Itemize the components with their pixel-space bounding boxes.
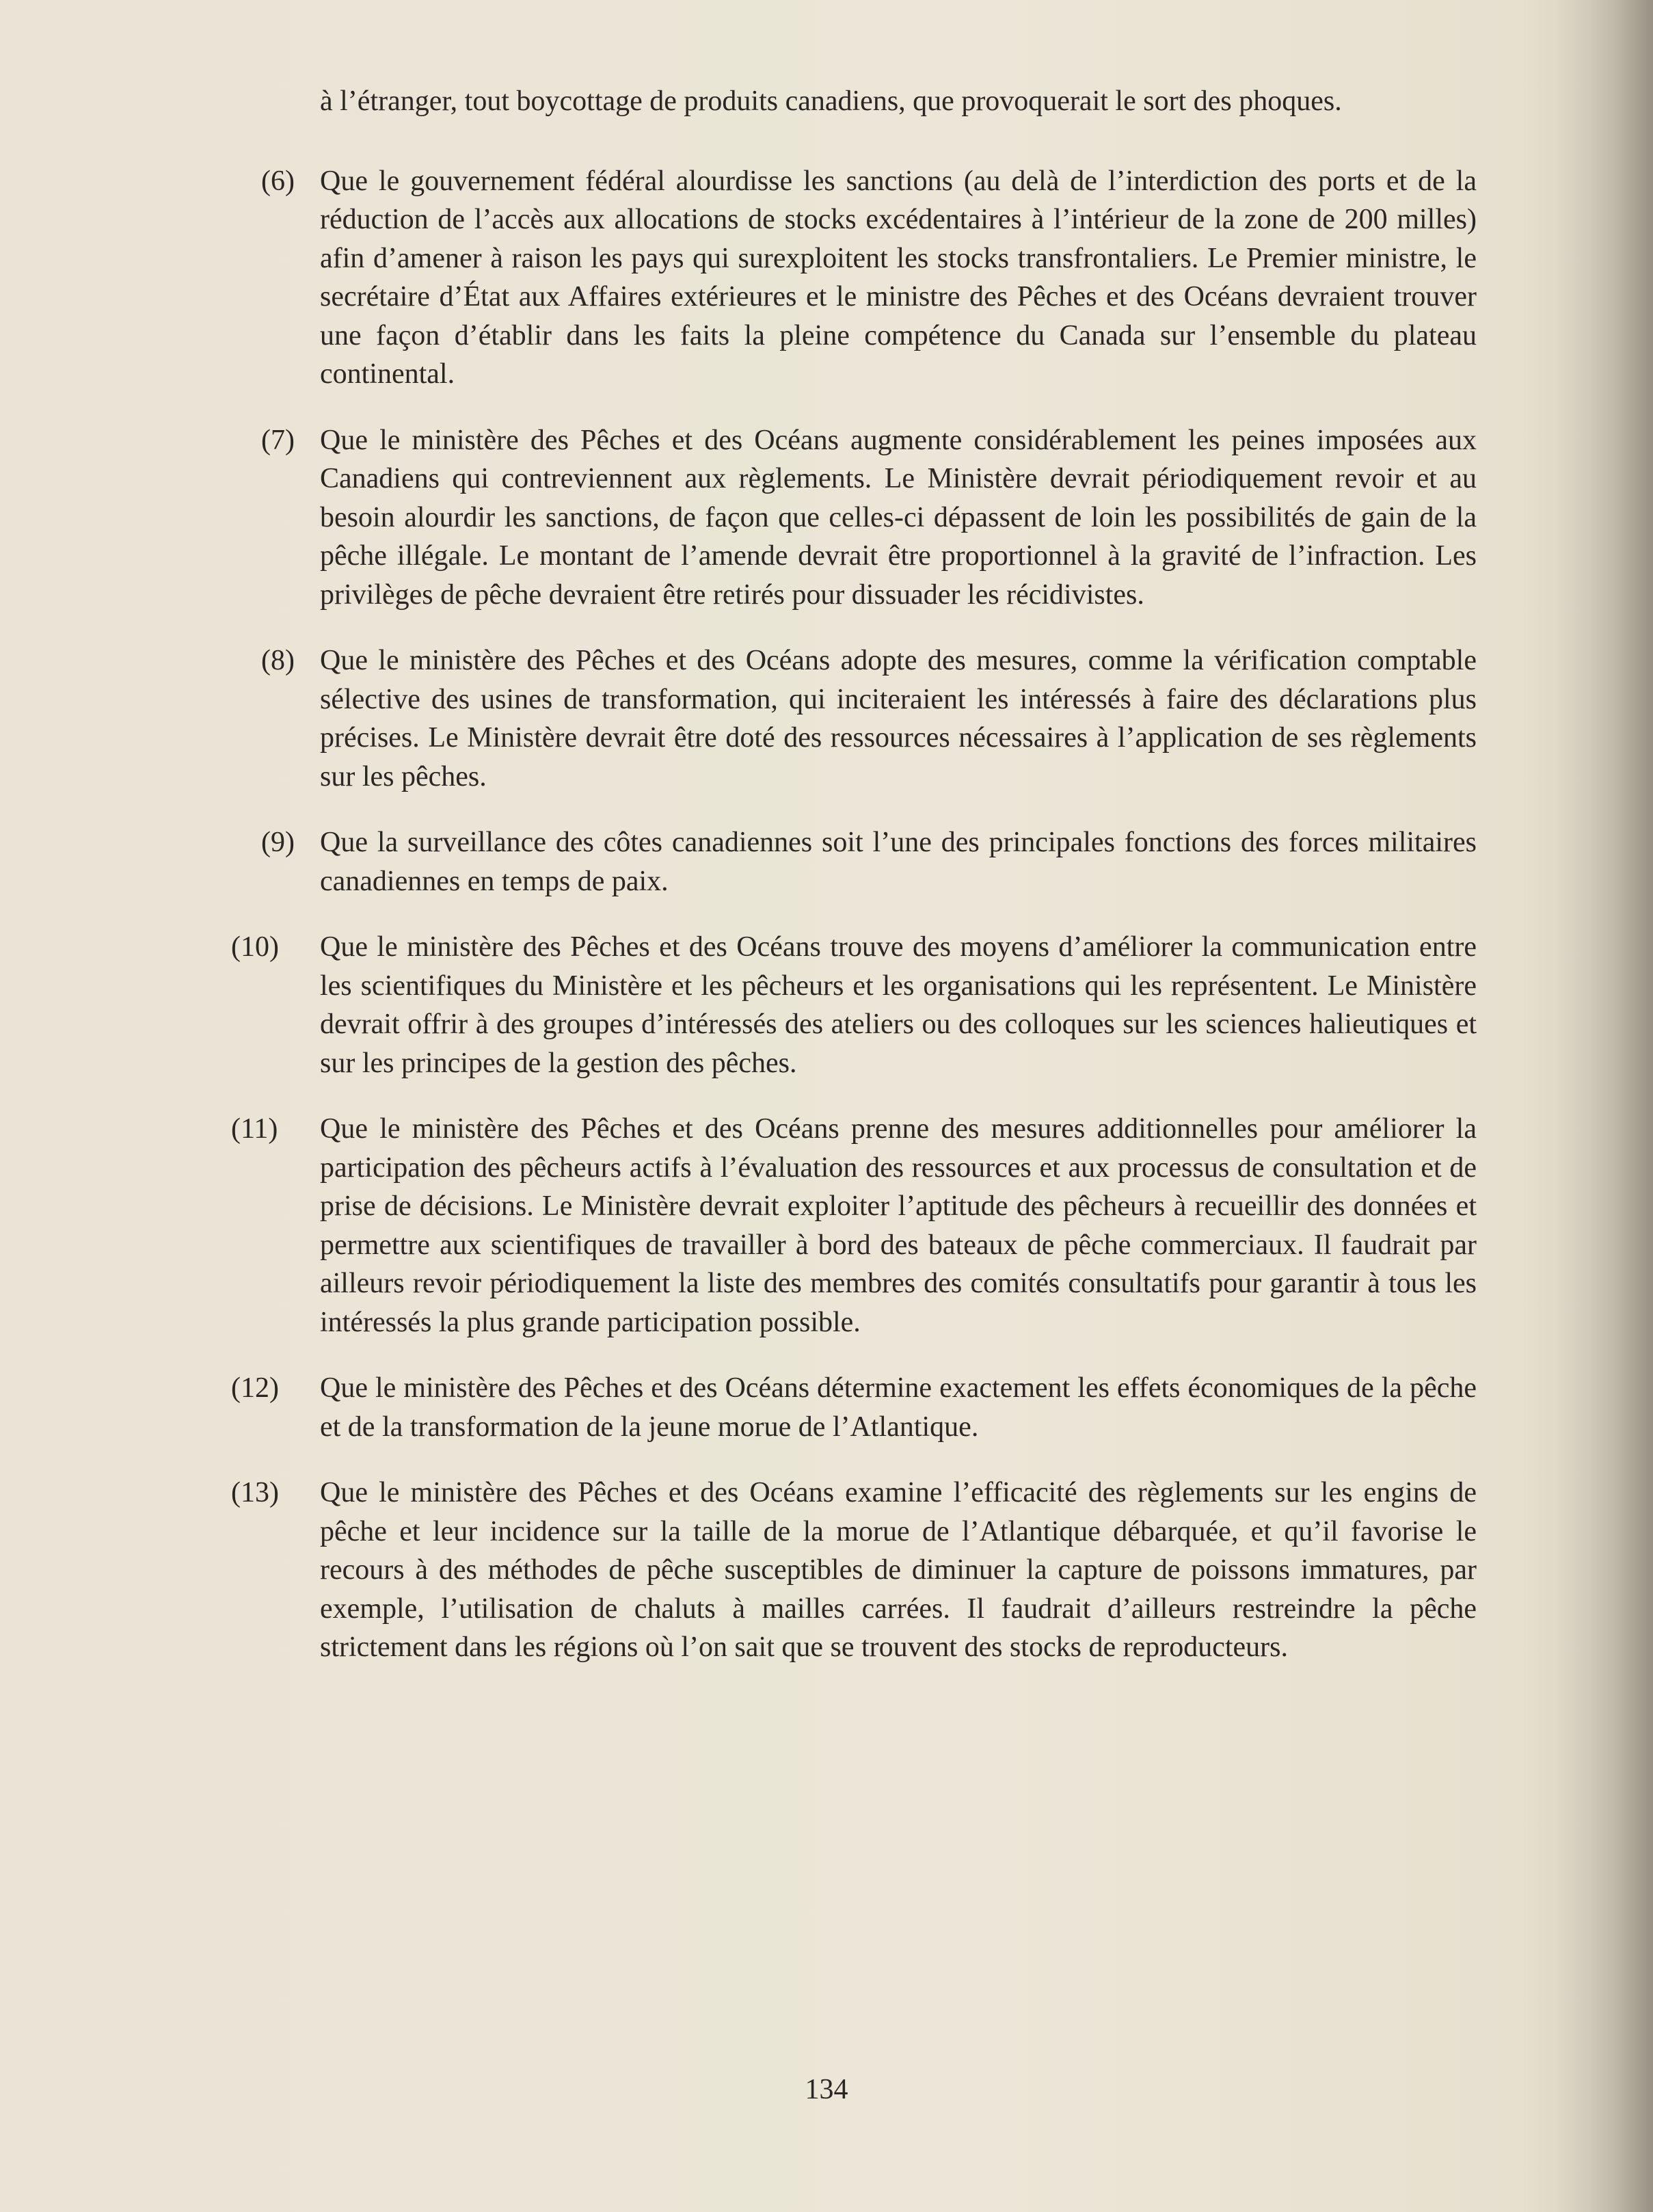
recommendation-number: (9) [261, 827, 295, 858]
recommendation-text: Que le ministère des Pêches et des Océans augmente considérablement les peines imposées aux Canadiens qui contreviennent aux règlements. Le Ministère devrait périodiquement revoir et au besoin alourdir les sanctions, de façon que celles-ci dépassent de loin les possibilités de gain de la pêche illégale. Le montant de l’amende devrait être proportionnel à la gravité de l’infraction. Les privilèges de pêche devraient être retirés pour dissuader les récidivistes. [320, 424, 1477, 611]
recommendation-text: Que le ministère des Pêches et des Océans examine l’efficacité des règlements sur les engins de pêche et leur incidence sur la taille de la morue de l’Atlantique débarquée, et qu’il favorise le recours à des méthodes de pêche susceptibles de diminuer la capture de poissons immatures, par exemple, l’utilisation de chaluts à mailles carrées. Il faudrait d’ailleurs restreindre la pêche strictement dans les régions où l’on sait que se trouvent des stocks de reproducteurs. [320, 1477, 1477, 1663]
recommendation-item [226, 1110, 1477, 1342]
recommendation-number: (11) [231, 1113, 278, 1145]
page-body [226, 82, 1477, 1694]
recommendation-number: (10) [231, 931, 279, 963]
recommendation-number: (6) [261, 165, 295, 197]
page-edge-shadow [1557, 0, 1653, 2212]
recommendation-number: (7) [261, 424, 295, 456]
recommendation-item [226, 823, 1477, 901]
page-number: 134 [805, 2074, 848, 2105]
recommendation-item [226, 1474, 1477, 1667]
recommendation-text: Que le ministère des Pêches et des Océans détermine exactement les effets économiques de la pêche et de la transformation de la jeune morue de l’Atlantique. [320, 1372, 1477, 1443]
recommendation-number: (13) [231, 1477, 279, 1508]
recommendation-text: Que le ministère des Pêches et des Océans trouve des moyens d’améliorer la communication entre les scientifiques du Ministère et les pêcheurs et les organisations qui les représentent. Le Ministère devrait offrir à des groupes d’intéressés des ateliers ou des colloques sur les sciences halieutiques et sur les principes de la gestion des pêches. [320, 931, 1477, 1079]
recommendation-item [226, 1369, 1477, 1446]
recommendation-text: Que le ministère des Pêches et des Océans prenne des mesures additionnelles pour améliorer la participation des pêcheurs actifs à l’évaluation des ressources et aux processus de consultation et de prise de décisions. Le Ministère devrait exploiter l’aptitude des pêcheurs à recueillir des données et permettre aux scientifiques de travailler à bord des bateaux de pêche commerciaux. Il faudrait par ailleurs revoir périodiquement la liste des membres des comités consultatifs pour garantir à tous les intéressés la plus grande participation possible. [320, 1113, 1477, 1338]
recommendation-number: (8) [261, 645, 295, 676]
recommendation-text: Que le gouvernement fédéral alourdisse les sanctions (au delà de l’interdiction des ports et de la réduction de l’accès aux allocations de stocks excédentaires à l’intérieur de la zone de 200 milles) afin d’amener à raison les pays qui surexploitent les stocks transfrontaliers. Le Premier ministre, le secrétaire d’État aux Affaires extérieures et le ministre des Pêches et des Océans devraient trouver une façon d’établir dans les faits la pleine compétence du Canada sur l’ensemble du plateau continental. [320, 165, 1477, 390]
continued-paragraph: à l’étranger, tout boycottage de produits canadiens, que provoquerait le sort des phoques. [320, 85, 1342, 117]
recommendation-item [226, 928, 1477, 1082]
recommendation-text: Que la surveillance des côtes canadiennes soit l’une des principales fonctions des forces militaires canadiennes en temps de paix. [320, 827, 1477, 897]
recommendation-item [226, 641, 1477, 796]
recommendation-item [226, 162, 1477, 394]
recommendation-number: (12) [231, 1372, 279, 1404]
recommendation-item [226, 421, 1477, 615]
recommendation-text: Que le ministère des Pêches et des Océans adopte des mesures, comme la vérification comptable sélective des usines de transformation, qui inciteraient les intéressés à faire des déclarations plus précises. Le Ministère devrait être doté des ressources nécessaires à l’application de ses règlements sur les pêches. [320, 645, 1477, 792]
